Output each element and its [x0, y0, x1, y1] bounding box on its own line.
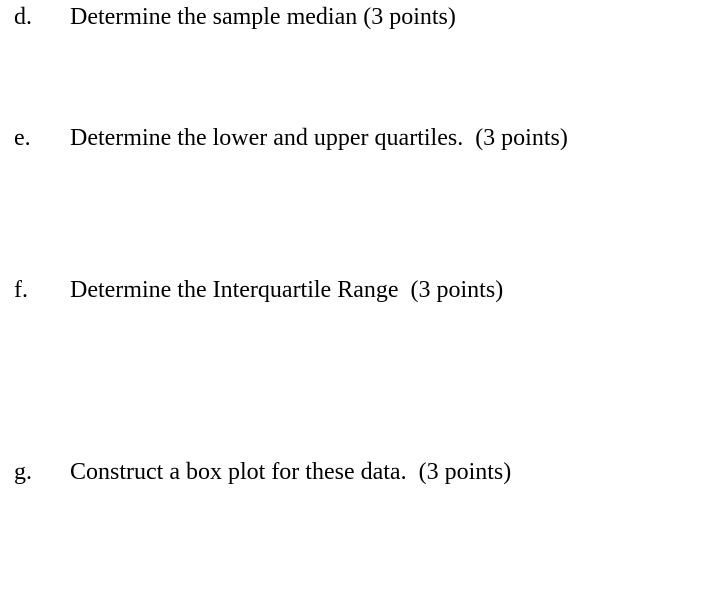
question-label: d. [14, 4, 32, 30]
question-text: Construct a box plot for these data. (3 points) [70, 459, 512, 485]
question-d [0, 1, 702, 33]
question-text: Determine the lower and upper quartiles. (3 points) [70, 125, 568, 151]
question-label: e. [14, 125, 31, 151]
question-label: f. [14, 277, 28, 303]
question-e [0, 122, 702, 154]
question-g [0, 456, 702, 488]
question-label: g. [14, 459, 32, 485]
question-text: Determine the Interquartile Range (3 points) [70, 277, 504, 303]
question-f [0, 274, 702, 306]
question-text: Determine the sample median (3 points) [70, 4, 456, 30]
